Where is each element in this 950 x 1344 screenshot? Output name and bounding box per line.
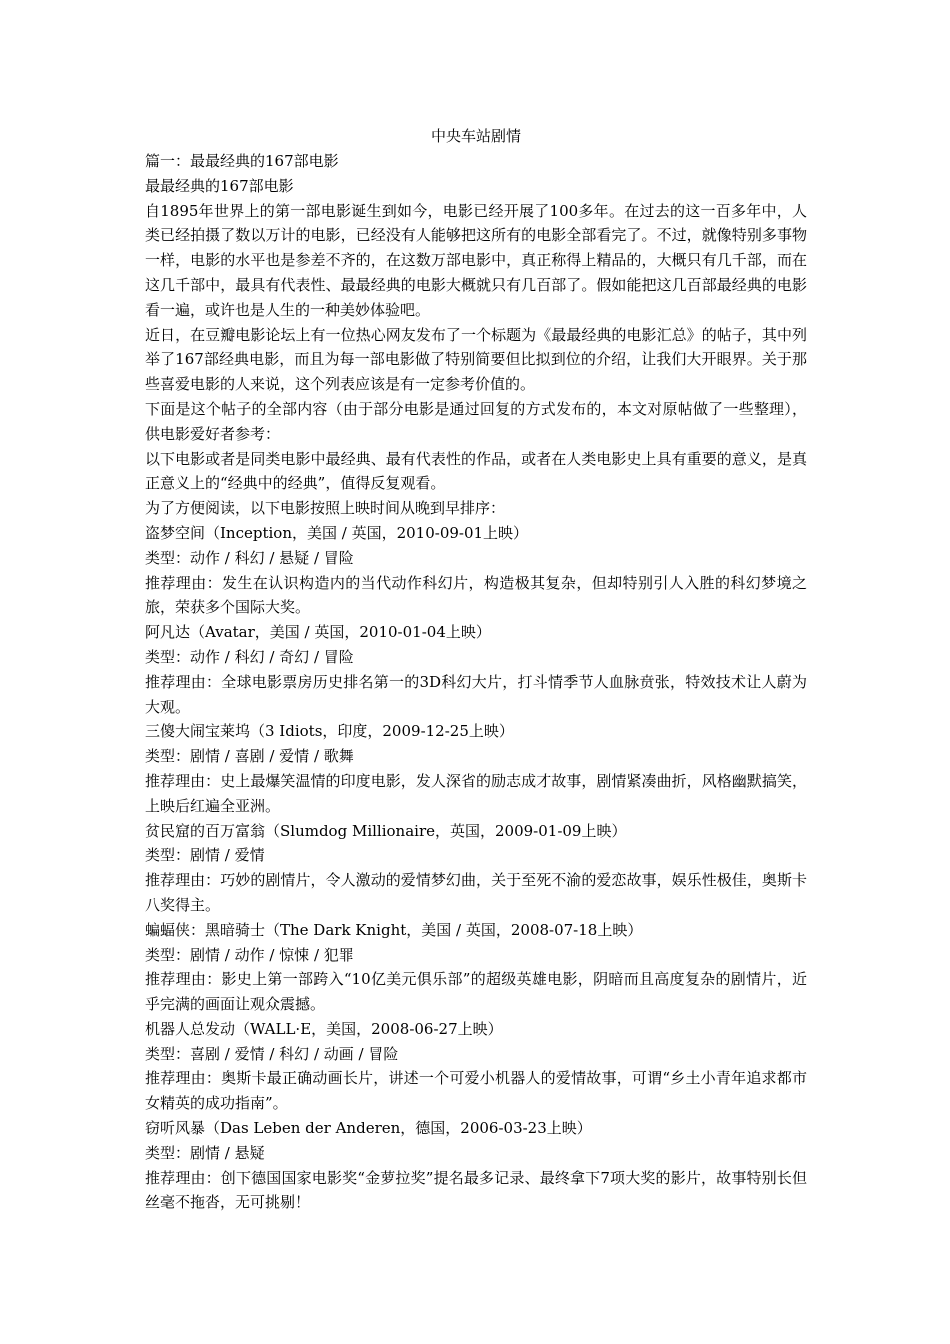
document-paragraph: 贫民窟的百万富翁（Slumdog Millionaire，英国，2009-01-09上映） [145, 821, 627, 840]
document-paragraph: 推荐理由：创下德国国家电影奖“金萝拉奖”提名最多记录、最终拿下7项大奖的影片，故事特别长但丝毫不拖沓，无可挑剔！ [145, 1168, 807, 1212]
document-paragraph: 以下电影或者是同类电影中最经典、最有代表性的作品，或者在人类电影史上具有重要的意义，是真正意义上的“经典中的经典”，值得反复观看。 [145, 449, 807, 493]
document-paragraph: 窃听风暴（Das Leben der Anderen，德国，2006-03-23上映） [145, 1119, 592, 1138]
document-paragraph: 篇一：最最经典的167部电影 [145, 152, 339, 170]
document-paragraph: 推荐理由：史上最爆笑温情的印度电影，发人深省的励志成才故事，剧情紧凑曲折，风格幽默搞笑，上映后红遍全亚洲。 [145, 771, 807, 815]
document-paragraph: 类型：动作 / 科幻 / 悬疑 / 冒险 [145, 548, 354, 567]
document-paragraph: 类型：剧情 / 爱情 [145, 846, 265, 865]
document-paragraph: 推荐理由：影史上第一部跨入“10亿美元俱乐部”的超级英雄电影，阴暗而且高度复杂的剧情片，近乎完满的画面让观众震撼。 [145, 970, 807, 1014]
document-paragraph: 推荐理由：全球电影票房历史排名第一的3D科幻大片，打斗情季节人血脉贲张，特效技术让人蔚为大观。 [145, 672, 807, 716]
document-paragraph: 推荐理由：巧妙的剧情片，令人激动的爱情梦幻曲，关于至死不渝的爱恋故事，娱乐性极佳，奥斯卡八奖得主。 [145, 871, 807, 914]
document-page [145, 124, 807, 1215]
document-body [145, 149, 807, 1215]
document-paragraph: 为了方便阅读，以下电影按照上映时间从晚到早排序： [145, 499, 506, 518]
document-paragraph: 近日，在豆瓣电影论坛上有一位热心网友发布了一个标题为《最最经典的电影汇总》的帖子，其中列举了167部经典电影，而且为每一部电影做了特别简要但比拟到位的介绍，让我们大开眼界。关于那些喜爱电影的人来说，这个列表应该是有一定参考价值的。 [145, 325, 807, 394]
document-paragraph: 机器人总发动（WALL·E，美国，2008-06-27上映） [145, 1019, 503, 1038]
document-paragraph: 盗梦空间（Inception，美国 / 英国，2010-09-01上映） [145, 523, 529, 542]
document-paragraph: 蝙蝠侠：黑暗骑士（The Dark Knight，美国 / 英国，2008-07-18上映） [145, 920, 643, 939]
document-paragraph: 下面是这个帖子的全部内容（由于部分电影是通过回复的方式发布的，本文对原帖做了一些整理），供电影爱好者参考： [145, 399, 807, 443]
document-paragraph: 类型：剧情 / 喜剧 / 爱情 / 歌舞 [145, 747, 354, 766]
document-title: 中央车站剧情 [430, 127, 521, 145]
document-paragraph: 三傻大闹宝莱坞（3 Idiots，印度，2009-12-25上映） [145, 722, 514, 741]
document-paragraph: 推荐理由：奥斯卡最正确动画长片，讲述一个可爱小机器人的爱情故事，可谓“乡土小青年追求都市女精英的成功指南”。 [145, 1069, 807, 1113]
document-paragraph: 类型：剧情 / 动作 / 惊悚 / 犯罪 [145, 945, 354, 964]
document-paragraph: 最最经典的167部电影 [145, 176, 294, 195]
document-paragraph: 类型：喜剧 / 爱情 / 科幻 / 动画 / 冒险 [145, 1044, 399, 1063]
document-paragraph: 推荐理由：发生在认识构造内的当代动作科幻片，构造极其复杂，但却特别引人入胜的科幻梦境之旅，荣获多个国际大奖。 [145, 573, 807, 617]
document-paragraph: 自1895年世界上的第一部电影诞生到如今，电影已经开展了100多年。在过去的这一百多年中，人类已经拍摄了数以万计的电影，已经没有人能够把这所有的电影全部看完了。不过，就像特别多事物一样，电影的水平也是参差不齐的，在这数万部电影中，真正称得上精品的，大概只有几千部，而在这几千部中，最具有代表性、最最经典的电影大概就只有几百部了。假如能把这几百部最经典的电影看一遍，或许也是人生的一种美妙体验吧。 [145, 201, 807, 319]
document-paragraph: 类型：动作 / 科幻 / 奇幻 / 冒险 [145, 647, 354, 666]
document-paragraph: 阿凡达（Avatar，美国 / 英国，2010-01-04上映） [145, 623, 491, 642]
document-paragraph: 类型：剧情 / 悬疑 [145, 1143, 265, 1162]
